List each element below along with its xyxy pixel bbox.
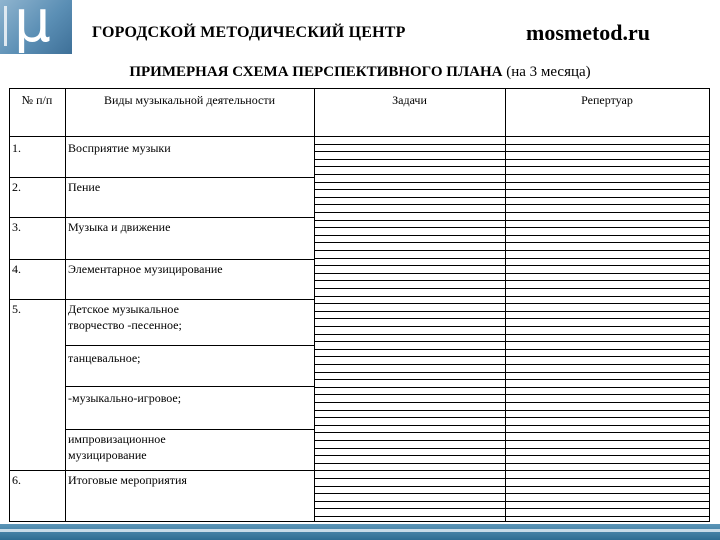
- ruled-line: [314, 197, 710, 198]
- ruled-line: [314, 364, 710, 365]
- ruled-line: [314, 455, 710, 456]
- ruled-line: [314, 273, 710, 274]
- page-title-main: ПРИМЕРНАЯ СХЕМА ПЕРСПЕКТИВНОГО ПЛАНА: [129, 64, 503, 80]
- ruled-line: [314, 318, 710, 319]
- ruled-line: [314, 151, 710, 152]
- plan-table: [9, 88, 710, 522]
- mu-letter-logo-icon: μ: [14, 0, 51, 55]
- ruled-line: [314, 235, 710, 236]
- ruled-line: [314, 227, 710, 228]
- row-2-number: 2.: [12, 180, 21, 194]
- ruled-line: [314, 410, 710, 411]
- ruled-line: [314, 265, 710, 266]
- row-6-activity: Итоговые мероприятия: [68, 473, 187, 487]
- ruled-line: [314, 387, 710, 388]
- ruled-line: [314, 250, 710, 251]
- ruled-line: [314, 516, 710, 517]
- ruled-line: [314, 448, 710, 449]
- ruled-line: [314, 182, 710, 183]
- ruled-line: [314, 432, 710, 433]
- ruled-line: [314, 379, 710, 380]
- ruled-line: [314, 402, 710, 403]
- page-title: [0, 64, 720, 81]
- ruled-line: [314, 311, 710, 312]
- ruled-line: [314, 478, 710, 479]
- ruled-line: [314, 425, 710, 426]
- row-6-number: 6.: [12, 473, 21, 487]
- row-3-number: 3.: [12, 220, 21, 234]
- ruled-line: [314, 136, 710, 137]
- ruled-line: [314, 189, 710, 190]
- header-repertoire: Репертуар: [581, 93, 633, 107]
- row-1-activity: Восприятие музыки: [68, 141, 171, 155]
- row-1-number: 1.: [12, 141, 21, 155]
- website-link[interactable]: mosmetod.ru: [526, 20, 651, 45]
- header-activity-types: Виды музыкальной деятельности: [103, 93, 276, 107]
- footer-bar: [0, 524, 720, 540]
- row-4-number: 4.: [12, 262, 21, 276]
- ruled-line: [314, 470, 710, 471]
- ruled-line: [314, 212, 710, 213]
- row-4-activity: Элементарное музицирование: [68, 262, 223, 276]
- ruled-line: [314, 394, 710, 395]
- ruled-line: [314, 303, 710, 304]
- ruled-line: [314, 334, 710, 335]
- ruled-line: [314, 463, 710, 464]
- ruled-line: [314, 356, 710, 357]
- ruled-line: [314, 258, 710, 259]
- ruled-line: [314, 166, 710, 167]
- ruled-line: [314, 144, 710, 145]
- ruled-line: [314, 501, 710, 502]
- ruled-line: [314, 486, 710, 487]
- ruled-line: [314, 493, 710, 494]
- header-number: № п/п: [21, 93, 53, 107]
- ruled-line: [314, 288, 710, 289]
- row-5-number: 5.: [12, 302, 21, 316]
- logo-accent-bar: [4, 6, 7, 46]
- row-3-activity: Музыка и движение: [68, 220, 171, 234]
- ruled-line: [314, 174, 710, 175]
- ruled-line: [314, 204, 710, 205]
- ruled-line: [314, 349, 710, 350]
- ruled-line: [314, 508, 710, 509]
- ruled-line: [314, 372, 710, 373]
- ruled-line: [314, 296, 710, 297]
- ruled-line: [314, 159, 710, 160]
- ruled-line: [314, 326, 710, 327]
- page-title-suffix: (на 3 месяца): [502, 64, 591, 80]
- ruled-line: [314, 440, 710, 441]
- row-5-sub-game: -музыкально-игровое;: [68, 391, 182, 405]
- ruled-line: [314, 280, 710, 281]
- row-5-sub-improv: импровизационное музицирование: [68, 432, 166, 462]
- ruled-line: [314, 341, 710, 342]
- row-5-activity: Детское музыкальное творчество -песенное;: [68, 302, 182, 332]
- logo: [0, 0, 72, 54]
- organization-name: ГОРОДСКОЙ МЕТОДИЧЕСКИЙ ЦЕНТР: [92, 24, 406, 41]
- ruled-line: [314, 417, 710, 418]
- row-2-activity: Пение: [68, 180, 101, 194]
- ruled-line: [314, 242, 710, 243]
- ruled-line: [314, 220, 710, 221]
- row-5-sub-dance: танцевальное;: [68, 351, 141, 365]
- header-tasks: Задачи: [392, 93, 427, 107]
